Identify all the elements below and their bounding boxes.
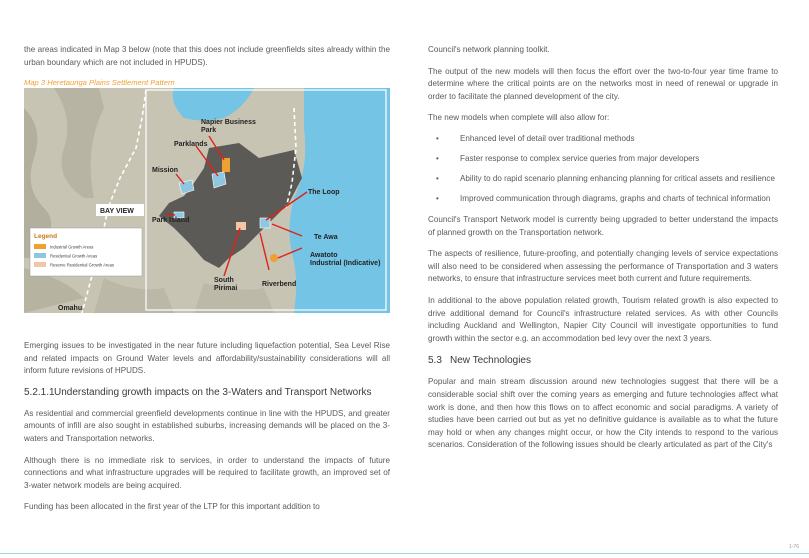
label-mission: Mission <box>152 167 179 174</box>
legend-label-residential: Residential Growth Areas <box>50 253 98 259</box>
paragraph-risk: Although there is no immediate risk to services, in order to understand the impacts of future connections and what infrastructure upgrades will be required to facilitate growth, an improved set of 3-water network models are being acquired. <box>24 455 390 490</box>
list-item: • Enhanced level of detail over traditional methods <box>436 133 635 143</box>
settlement-map <box>24 88 390 313</box>
heading-5-2-1-1 <box>24 386 390 399</box>
heading-text: New Technologies <box>450 355 531 367</box>
bullet-icon: • <box>436 173 439 183</box>
paragraph-tourism: In additional to the above population related growth, Tourism related growth is also expected to drive additional demand for Council's infrastructure related services. As with other Councils including Auckland and Wellington, Napier City Council will investigate opportunities to fund growth within the sector e.g. an accommodation bed levy over the next 3 years. <box>428 295 778 343</box>
legend-label-industrial: Industrial Growth Areas <box>50 244 94 250</box>
label-bay-view: BAY VIEW <box>100 208 134 215</box>
intro-paragraph: the areas indicated in Map 3 below (note that this does not include greenfields sites already within the urban boundary which are not included in HPUDS). <box>24 45 390 67</box>
footer-divider <box>0 553 809 554</box>
legend-swatch-residential <box>34 253 46 258</box>
list-item: • Improved communication through diagrams, graphs and charts of technical information <box>436 193 771 203</box>
label-te-awa: Te Awa <box>314 234 338 241</box>
paragraph-emerging-issues: Emerging issues to be investigated in the near future including liquefaction potential, Sea Level Rise and related impacts on Ground Water levels and affordability/sustainability considerations will all inform future revisions of HPUDS. <box>24 341 390 376</box>
paragraph-resilience: The aspects of resilience, future-proofing, and potentially changing levels of service expectations will also need to be considered when assessing the performance of Transportation and 3 waters networks, to ensure that infrastructure services meet both current and future requirements. <box>428 249 778 284</box>
reserve-area <box>236 222 246 230</box>
bullet-icon: • <box>436 153 439 163</box>
label-riverbend: Riverbend <box>262 281 297 288</box>
map-sea <box>289 88 390 313</box>
paragraph-toolkit: Council's network planning toolkit. <box>428 45 550 54</box>
legend-swatch-industrial <box>34 244 46 249</box>
label-parklands: Parklands <box>174 141 208 148</box>
map-legend <box>30 228 142 276</box>
paragraph-residential: As residential and commercial greenfield developments continue in line with the HPUDS, and greater amounts of infill are also sought in established suburbs, increasing demands will be placed on the 3-waters and Transportation networks. <box>24 408 390 443</box>
legend-title: Legend <box>34 233 58 240</box>
label-the-loop: The Loop <box>308 189 340 196</box>
label-park-island: Park Island <box>152 217 190 224</box>
legend-swatch-reserve <box>34 262 46 267</box>
list-item: • Faster response to complex service queries from major developers <box>436 153 700 163</box>
industrial-area-napier <box>222 158 230 172</box>
paragraph-allow-for: The new models when complete will also allow for: <box>428 113 610 123</box>
benefits-list <box>428 133 778 205</box>
left-body <box>24 340 390 514</box>
label-awatoto: Awatoto Industrial (Indicative) <box>310 252 381 267</box>
heading-number: 5.2.1.1 <box>24 386 55 398</box>
paragraph-output: The output of the new models will then focus the effort over the two-to-four year time frame to determine where the critical points are on the networks most in need of renewal or upgrade in order to facilitate the planned development of the city. <box>428 66 778 101</box>
label-omahu: Omahu <box>58 305 83 312</box>
legend-label-reserve: Reserve Residential Growth Areas <box>50 262 115 268</box>
page-number: 1-76 <box>788 544 799 550</box>
heading-number: 5.3 <box>428 355 442 367</box>
list-item: • Ability to do rapid scenario planning enhancing planning for critical assets and resilience <box>436 173 775 183</box>
label-south-pirimai: South Pirimai <box>214 277 238 292</box>
paragraph-transport-model: Council's Transport Network model is currently being upgraded to better understand the impacts of planned growth on the Transportation network. <box>428 214 778 237</box>
residential-area-loop <box>260 218 270 228</box>
bullet-icon: • <box>436 133 439 143</box>
industrial-area-awatoto <box>270 254 278 262</box>
paragraph-funding: Funding has been allocated in the first year of the LTP for this important addition to <box>24 502 320 512</box>
heading-text: Understanding growth impacts on the 3-Waters and Transport Networks <box>54 386 372 398</box>
bullet-icon: • <box>436 193 439 203</box>
right-column <box>428 0 778 452</box>
left-column <box>24 0 390 90</box>
paragraph-new-technologies: Popular and main stream discussion around new technologies suggest that there will be a considerable social shift over the coming years as emerging and future technologies affect what work is done, and then how this flows on to affect economic and social paradigms. A variety of studies have been carried out but as yet no definitive guidance is available as to what the future may hold or when any changes might occur, or how the City intends to respond to the various scenarios. Consideration of the following issues should be clearly articulated as part of the City's <box>428 377 778 450</box>
map-caption: Map 3 Heretaunga Plains Settlement Pattern <box>24 78 175 88</box>
label-napier-business-park: Napier Business Park <box>201 119 256 134</box>
heading-5-3 <box>428 354 778 367</box>
